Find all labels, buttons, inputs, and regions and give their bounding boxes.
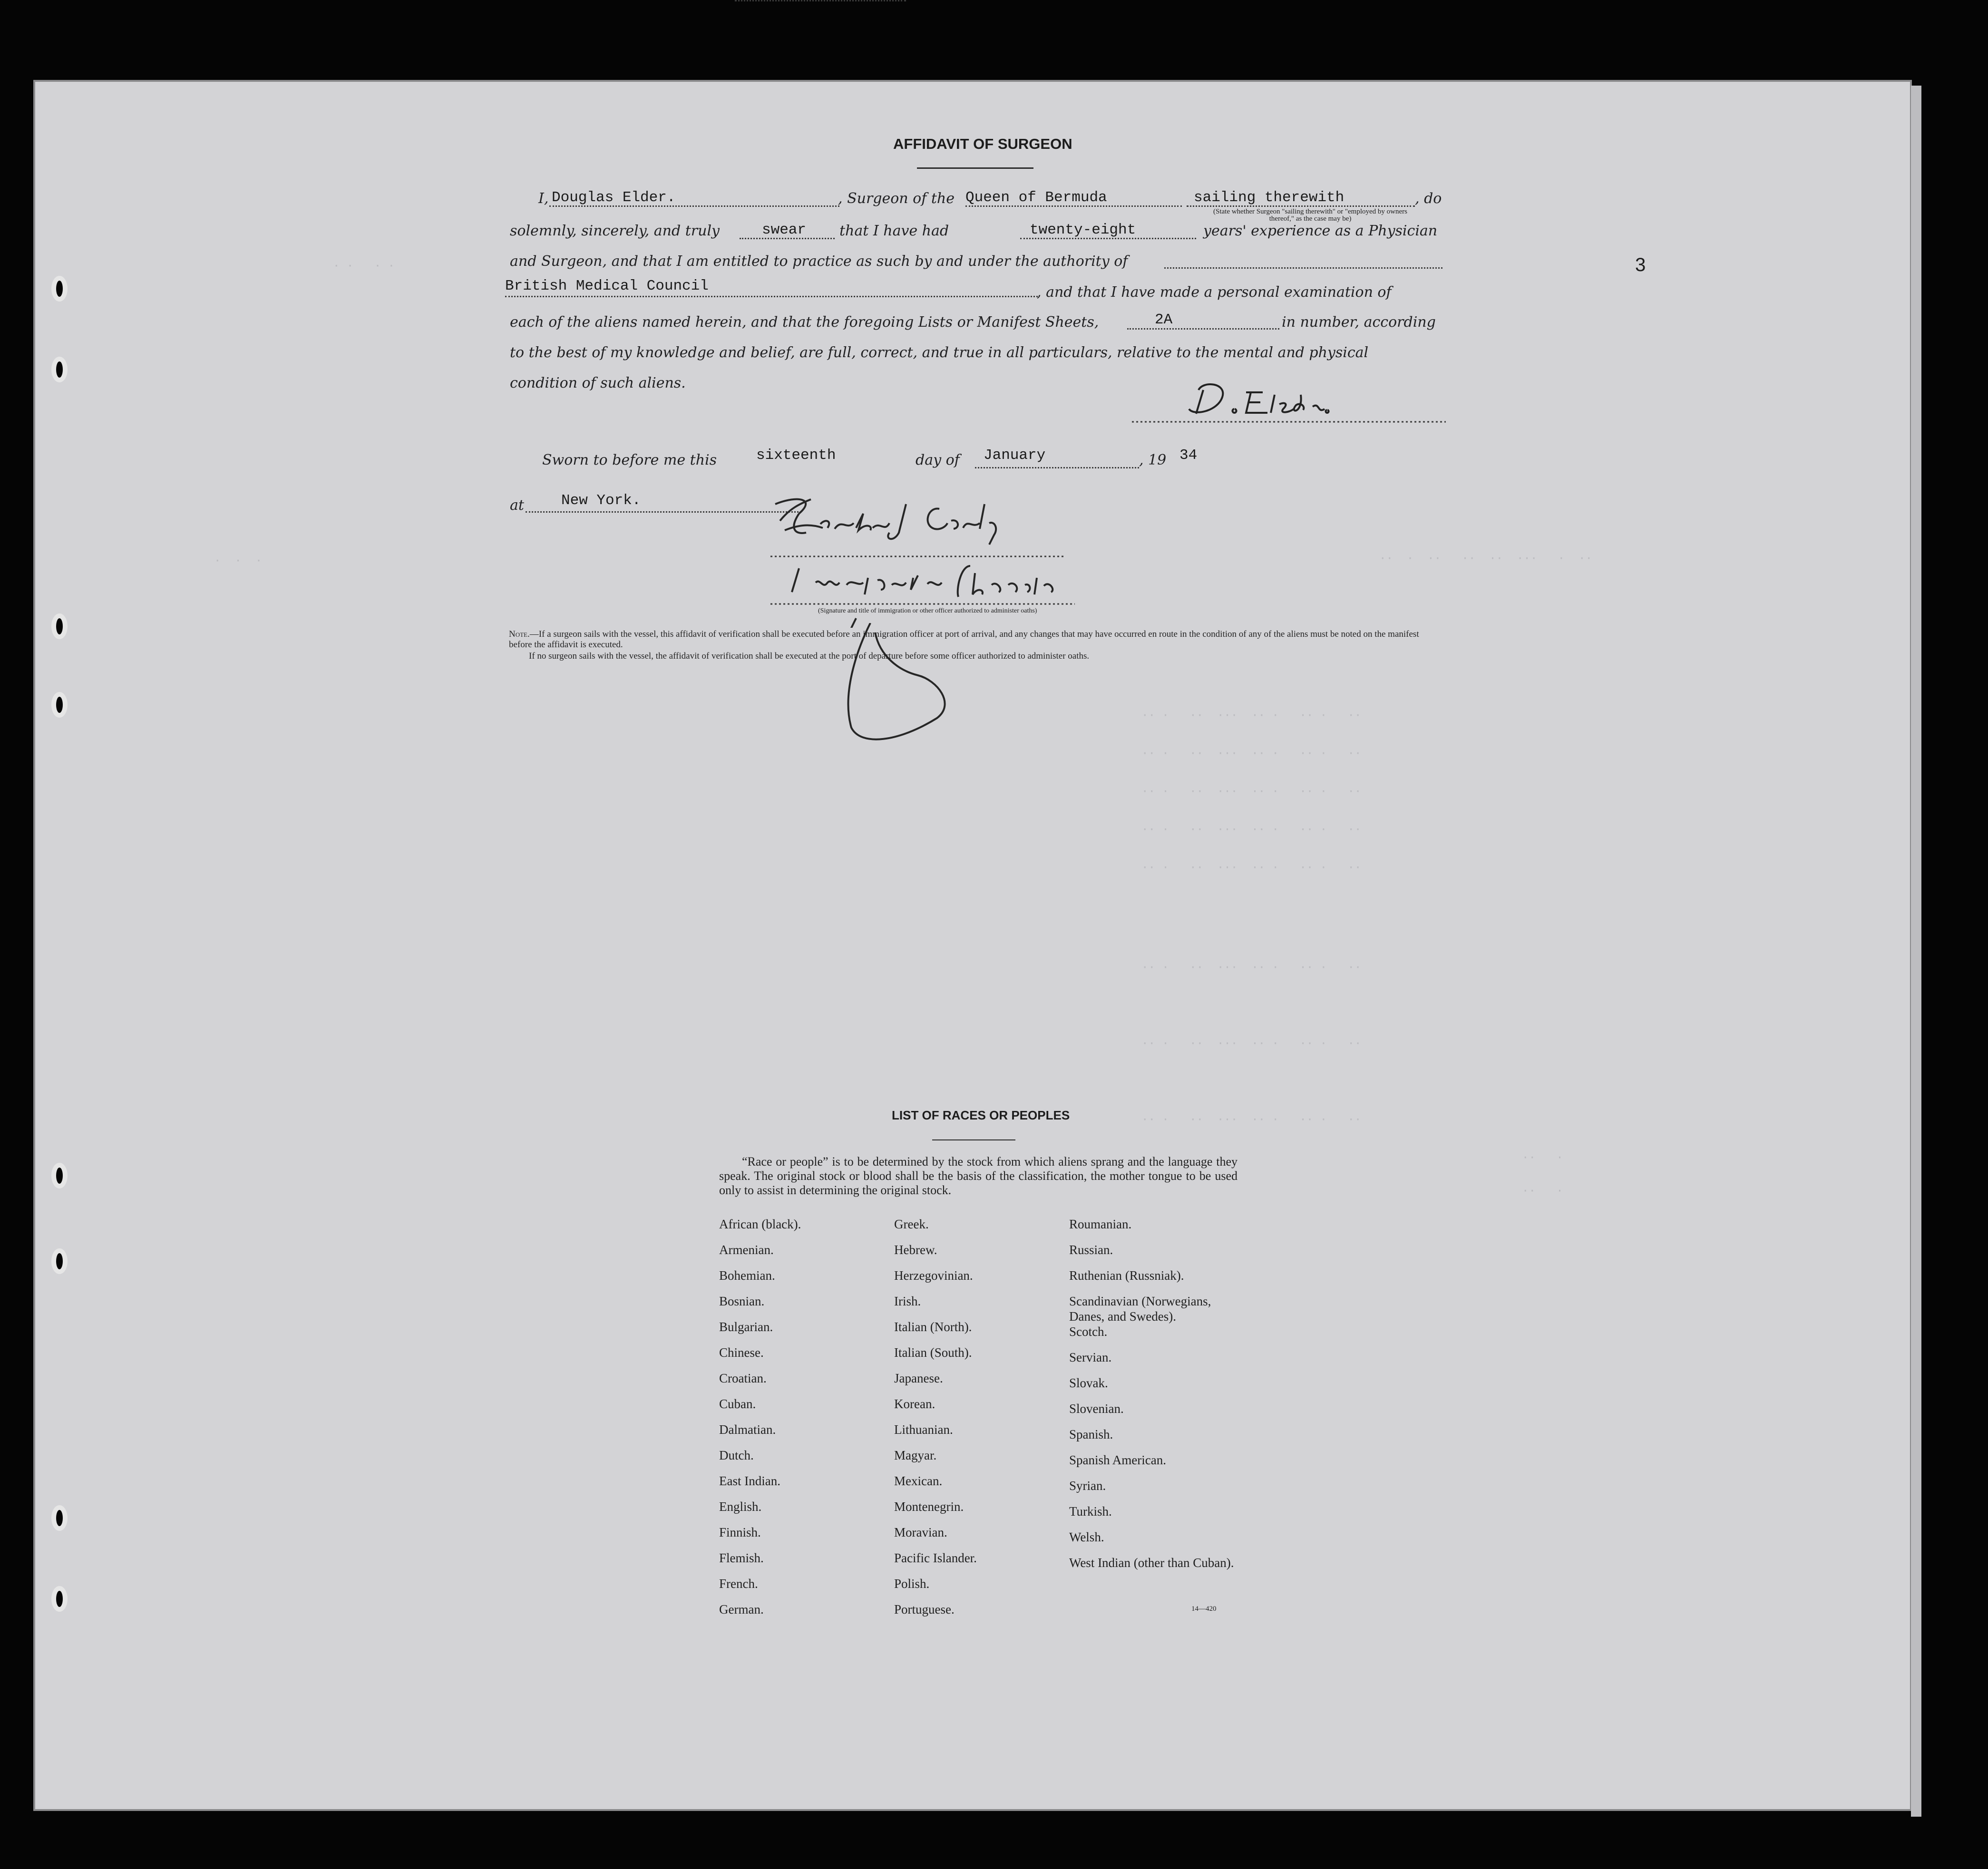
fill-line [740,238,835,239]
fill-line [549,205,839,207]
bleed-through: · · · · [333,259,395,273]
note-text [509,629,1443,650]
form-code: 14—420 [1191,1605,1217,1613]
races-title: LIST OF RACES OR PEOPLES [892,1108,1070,1122]
race-item: Roumanian. [1069,1217,1132,1231]
note-1: —If a surgeon sails with the vessel, this affidavit of verification shall be executed before an immigration officer at port of arrival, and any changes that may have occurred en route in the condition of any of the aliens must be noted on the manifest before the affidavit is executed. [509,629,1419,650]
race-item: Slovenian. [1069,1402,1124,1416]
sworn-day: sixteenth [756,447,836,464]
affidavit-text: Sworn to before me this [542,452,717,468]
races-column-1 [719,1217,890,1627]
affidavit-text: , 19 [1139,452,1167,468]
races-column-3 [1069,1217,1245,1581]
bleed-through: ·· · ·· ··· ·· · ·· · ·· [1141,961,1362,974]
affidavit-title: AFFIDAVIT OF SURGEON [893,136,1072,152]
races-column-2 [894,1217,1065,1627]
race-item: Syrian. [1069,1479,1106,1493]
affidavit-text: to the best of my knowledge and belief, are full, correct, and true in all particulars, relative to the mental and physical [510,344,1369,361]
page-number: 3 [1635,254,1646,275]
affidavit-text: , and that I have made a personal examination of [1037,284,1392,301]
race-item: Moravian. [894,1525,947,1539]
binder-hole [51,357,68,382]
bleed-through: ·· · ·· ··· ·· · ·· · ·· [1141,785,1362,798]
race-item: West Indian (other than Cuban). [1069,1556,1234,1570]
affidavit-text: that I have had [839,223,949,239]
race-item: German. [719,1602,764,1616]
race-item: Spanish American. [1069,1453,1166,1467]
years-experience: twenty-eight [1030,222,1136,238]
race-item: Japanese. [894,1371,943,1385]
affidavit-text: and Surgeon, and that I am entitled to practice as such by and under the authority of [510,253,1128,270]
race-item: Spanish. [1069,1427,1113,1441]
race-item: Scandinavian (Norwegians, Danes, and Swedes). [1069,1294,1211,1324]
race-item: English. [719,1499,762,1514]
affidavit-text: , do [1415,190,1442,207]
race-item: African (black). [719,1217,801,1231]
fill-line [735,0,906,1]
races-rule [932,1139,1015,1140]
race-item: Korean. [894,1397,936,1411]
fill-line [505,296,1038,297]
affidavit-text: years' experience as a Physician [1203,223,1438,239]
race-item: Scotch. [1069,1324,1108,1339]
race-item: East Indian. [719,1474,780,1488]
race-item: Italian (South). [894,1345,972,1360]
title-rule [917,167,1033,169]
binder-hole [51,613,68,639]
ship-name: Queen of Bermuda [965,189,1107,206]
binder-hole [51,1163,68,1188]
race-item: Greek. [894,1217,929,1231]
race-item: Irish. [894,1294,921,1308]
officer-caption: (Signature and title of immigration or other officer authorized to administer oaths) [818,607,1037,614]
race-item: Magyar. [894,1448,937,1462]
bleed-through: ·· · ·· ··· ·· · ·· · ·· [1141,861,1362,874]
race-item: Croatian. [719,1371,767,1385]
race-item: Lithuanian. [894,1422,953,1437]
race-item: Italian (North). [894,1320,972,1334]
affidavit-text: I, [538,190,549,207]
race-item: Ruthenian (Russniak). [1069,1268,1184,1283]
bleed-through: ·· · ·· ·· ·· ··· · ·· [1379,552,1592,565]
race-item: Dutch. [719,1448,754,1462]
race-item: Montenegrin. [894,1499,964,1514]
fill-line [1127,328,1279,330]
bleed-through: ·· · ·· ··· ·· · ·· · ·· [1141,1037,1362,1050]
surgeon-signature [1132,376,1446,428]
race-item: Bulgarian. [719,1320,773,1334]
fill-line [1020,238,1196,239]
bleed-through: · · · [214,554,263,567]
race-item: Turkish. [1069,1504,1112,1519]
race-item: Finnish. [719,1525,761,1539]
note-label: Note. [509,629,530,639]
fill-line [1164,267,1442,269]
race-item: French. [719,1577,758,1591]
binder-hole [51,1505,68,1531]
race-item: Flemish. [719,1551,764,1565]
race-item: Hebrew. [894,1243,937,1257]
place: New York. [561,492,641,509]
race-item: Servian. [1069,1350,1112,1364]
race-item: Chinese. [719,1345,764,1360]
affidavit-text: solemnly, sincerely, and truly [510,223,720,239]
binder-hole [51,1586,68,1612]
race-item: Mexican. [894,1474,943,1488]
note-2: If no surgeon sails with the vessel, the affidavit of verification shall be executed at the port of departure before some officer authorized to administer oaths. [529,651,1090,661]
surgeon-name: Douglas Elder. [552,189,676,206]
sailing-status: sailing therewith [1194,189,1345,206]
affidavit-text: each of the aliens named herein, and that the foregoing Lists or Manifest Sheets, [510,314,1099,331]
race-item: Armenian. [719,1243,774,1257]
sheet-count: 2A [1155,312,1173,328]
fill-line [526,511,801,513]
race-item: Bohemian. [719,1268,775,1283]
fill-line [1187,205,1415,207]
bleed-through: ·· · ·· ··· ·· · ·· · ·· [1141,747,1362,760]
race-item: Welsh. [1069,1530,1104,1544]
race-item: Cuban. [719,1397,756,1411]
fill-line [975,467,1139,468]
status-hint: (State whether Surgeon "sailing therewith" or "employed by owners thereof," as the case may be) [1213,208,1407,223]
race-item: Pacific Islander. [894,1551,977,1565]
affidavit-text: day of [916,452,960,468]
fill-line [965,205,1182,207]
race-item: Slovak. [1069,1376,1108,1390]
authority: British Medical Council [505,278,709,294]
binder-hole [51,276,68,302]
affidavit-text: condition of such aliens. [510,375,686,391]
bleed-through: ·· · ·· ··· ·· · ·· · ·· [1141,823,1362,836]
affidavit-text: at [510,497,524,514]
oath-type: swear [762,222,807,238]
sworn-year: 34 [1179,447,1198,464]
binder-hole [51,692,68,718]
bleed-through: ·· · ·· ··· ·· · ·· · ·· [1141,709,1362,722]
sworn-month: January [984,447,1046,464]
bleed-through: ·· · [1522,1151,1563,1164]
race-item: Dalmatian. [719,1422,776,1437]
affidavit-text: in number, according [1282,314,1436,331]
races-intro: “Race or people” is to be determined by the stock from which aliens sprang and the language they speak. The original stock or blood shall be the basis of the classification, the mother tongue to be used only to assist in determining the original stock. [719,1155,1238,1197]
binder-hole [51,1248,68,1274]
affidavit-text: , Surgeon of the [838,190,955,207]
bleed-through: ·· · ·· ··· ·· · ·· · ·· [1141,1113,1362,1126]
race-item: Bosnian. [719,1294,765,1308]
bleed-through: ·· · [1522,1184,1563,1197]
race-item: Herzegovinian. [894,1268,973,1283]
page-edge [1911,86,1921,1817]
race-item: Polish. [894,1577,930,1591]
race-item: Portuguese. [894,1602,955,1616]
race-item: Russian. [1069,1243,1113,1257]
